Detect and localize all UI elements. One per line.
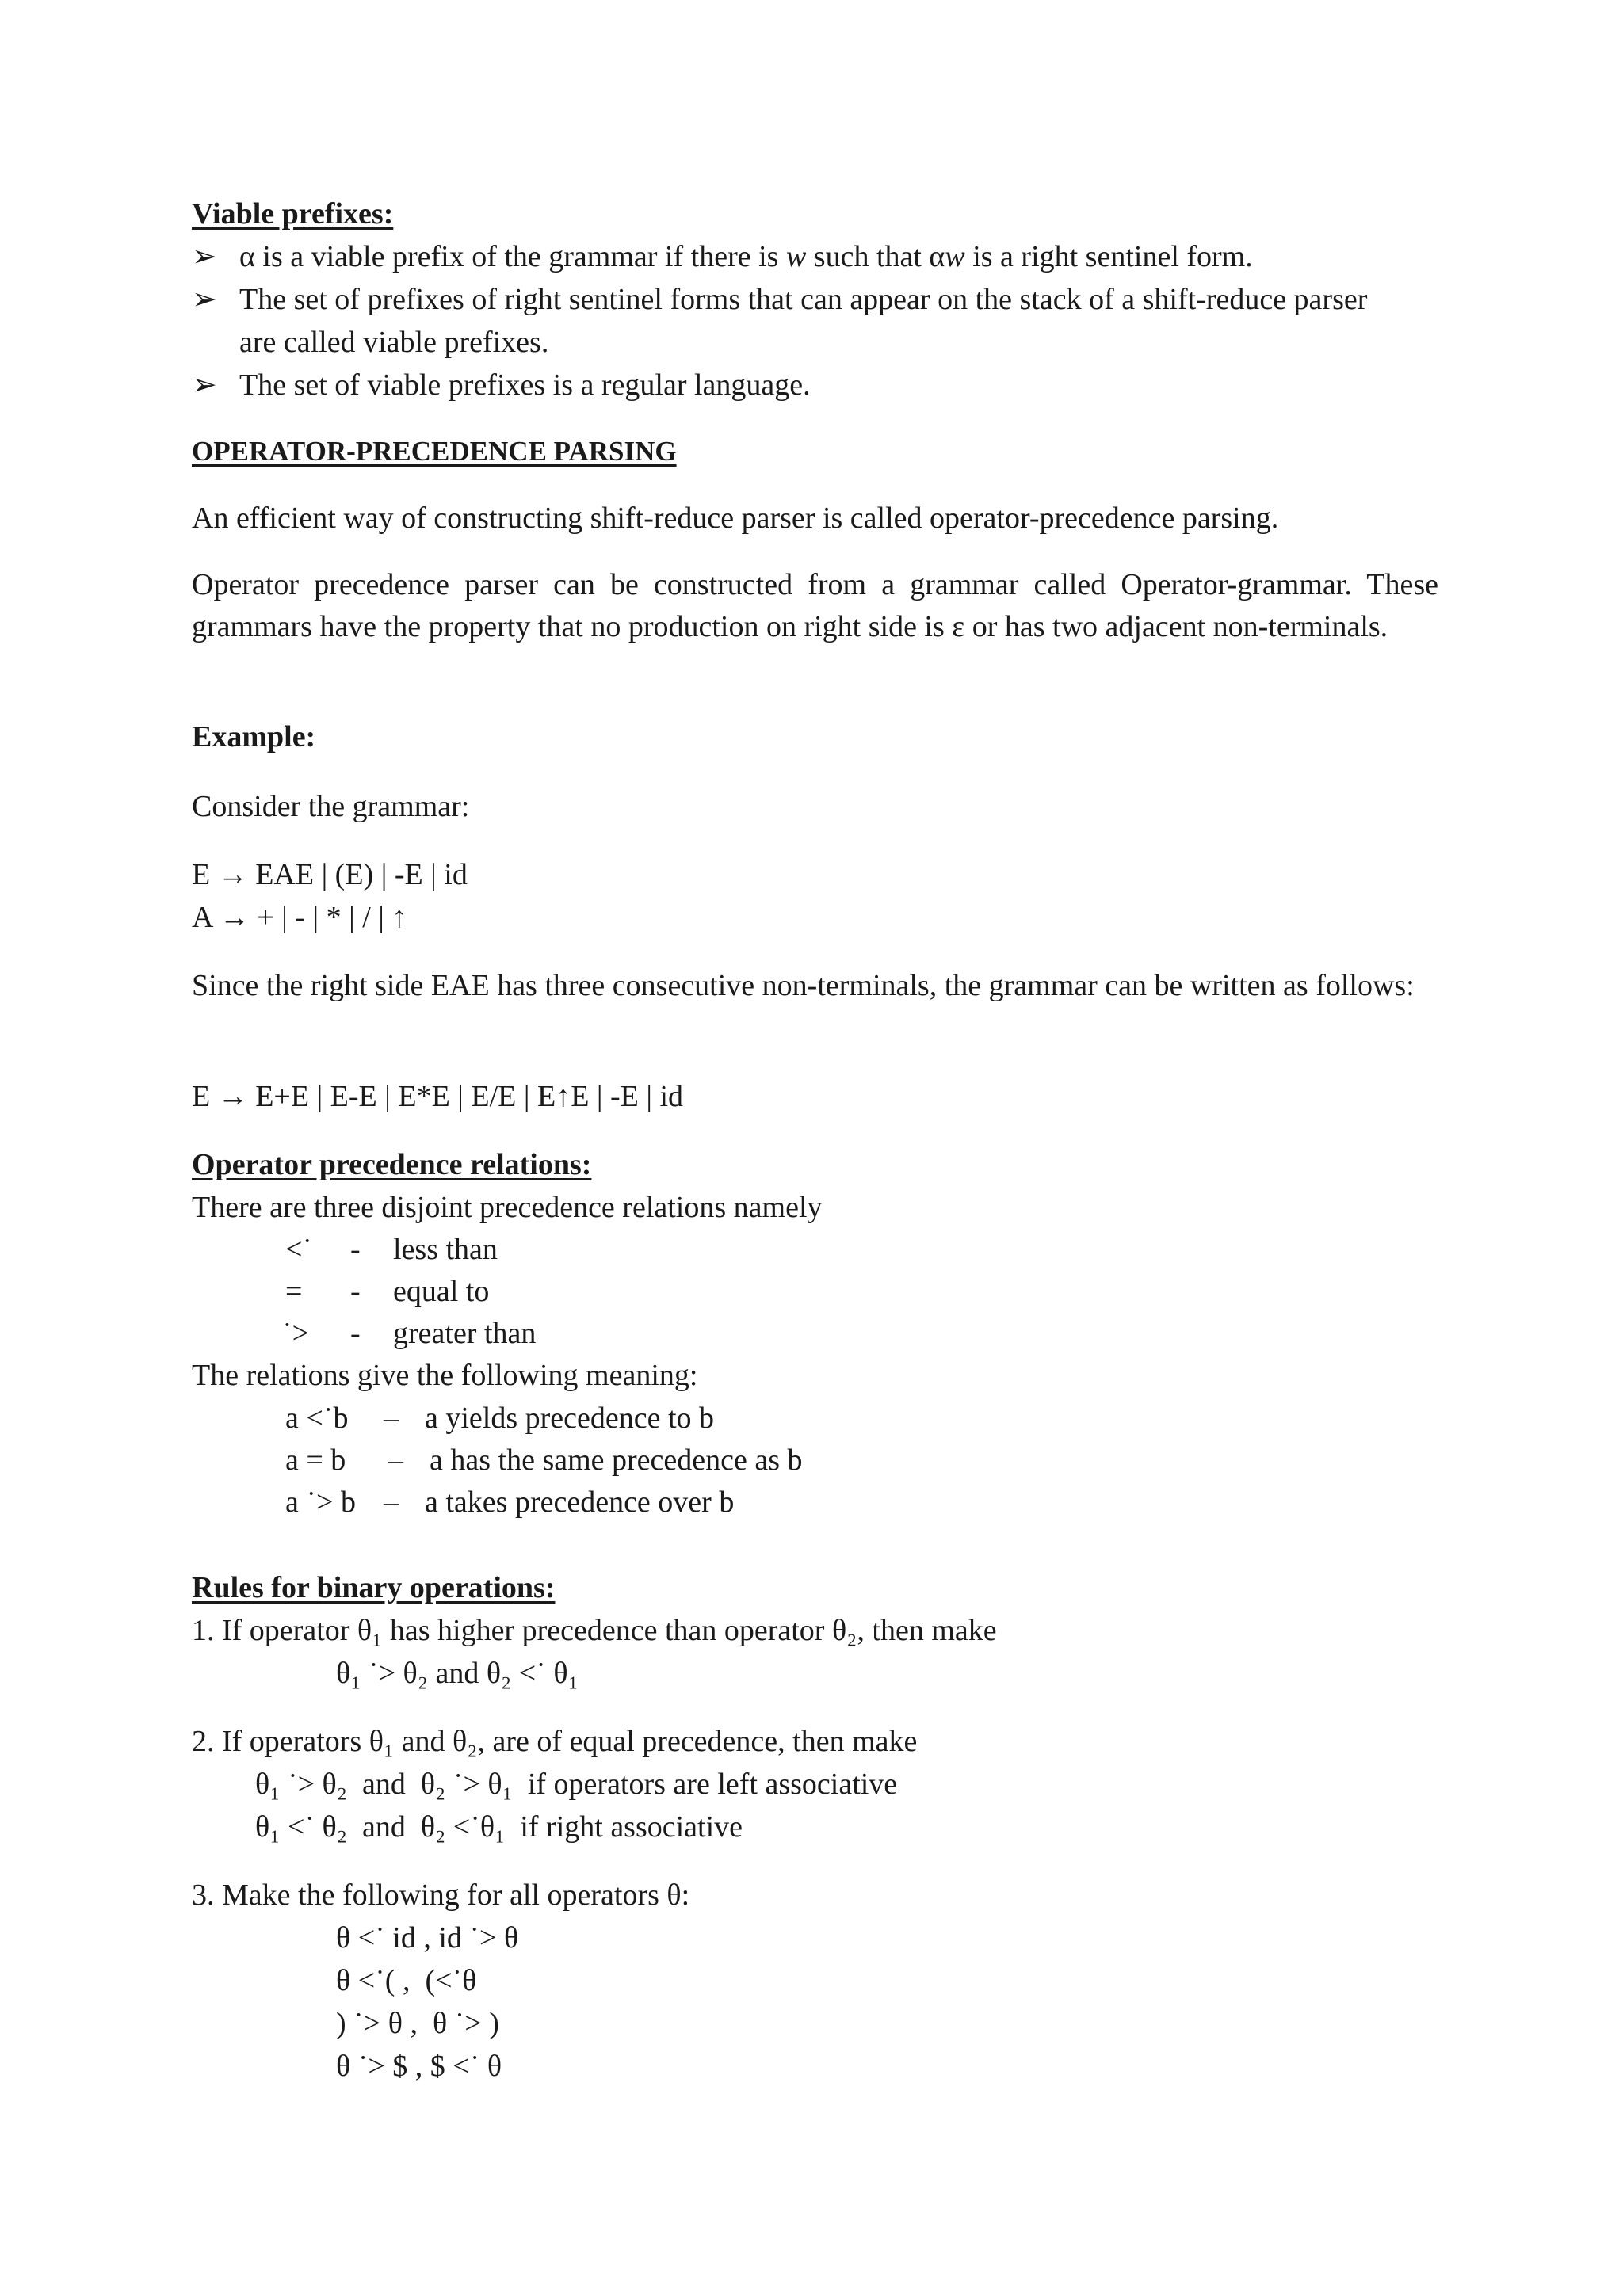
rule-1: 1. If operator θ₁ has higher precedence than operator θ₂, then make [192, 1614, 997, 1647]
rules-heading: Rules for binary operations: [192, 1571, 556, 1604]
viable-bullet-3: The set of viable prefixes is a regular language. [239, 368, 811, 402]
meaning-expression: a ˙> b [285, 1486, 356, 1519]
relation-description: equal to [393, 1275, 490, 1308]
relation-symbol: ˙> [282, 1317, 310, 1350]
viable-bullet-2-line1: The set of prefixes of right sentinel forms that can appear on the stack of a shift-reduce parser [239, 283, 1368, 316]
viable-bullet-1: α is a viable prefix of the grammar if there is w such that αw is a right sentinel form. [239, 240, 1253, 273]
bullet-marker: ➢ [192, 368, 217, 402]
relation-symbol: = [285, 1275, 303, 1308]
meaning-dash: – [384, 1486, 399, 1519]
relation-dash: - [350, 1233, 361, 1266]
bullet-marker: ➢ [192, 240, 217, 273]
rule-3-line: θ <˙ id , id ˙> θ [336, 1921, 519, 1955]
relations-intro: There are three disjoint precedence relations namely [192, 1191, 823, 1224]
meaning-intro: The relations give the following meaning: [192, 1359, 698, 1392]
meaning-description: a takes precedence over b [425, 1486, 735, 1519]
meaning-dash: – [384, 1402, 399, 1435]
grammar-production-e: E → EAE | (E) | -E | id [192, 858, 468, 891]
relation-description: less than [393, 1233, 498, 1266]
relation-symbol: <˙ [285, 1233, 313, 1266]
bullet-marker: ➢ [192, 283, 217, 316]
opp-heading: OPERATOR-PRECEDENCE PARSING [192, 436, 677, 467]
rule-2-left-assoc: θ₁ ˙> θ₂ and θ₂ ˙> θ₁ if operators are left associative [255, 1768, 898, 1801]
meaning-description: a yields precedence to b [425, 1402, 715, 1435]
relations-heading: Operator precedence relations: [192, 1148, 592, 1181]
rule-3-line: θ <˙( , (<˙θ [336, 1964, 477, 1997]
rule-1-relation: θ₁ ˙> θ₂ and θ₂ <˙ θ₁ [336, 1657, 579, 1690]
meaning-dash: – [388, 1444, 403, 1477]
rule-2: 2. If operators θ₁ and θ₂, are of equal precedence, then make [192, 1725, 918, 1758]
rule-3: 3. Make the following for all operators θ: [192, 1878, 690, 1912]
rule-3-line: θ ˙> $ , $ <˙ θ [336, 2050, 502, 2083]
relation-dash: - [350, 1317, 361, 1350]
consider-text: Consider the grammar: [192, 790, 470, 823]
meaning-expression: a <˙b [285, 1402, 349, 1435]
meaning-description: a has the same precedence as b [430, 1444, 803, 1477]
viable-bullet-2-line2: are called viable prefixes. [239, 326, 549, 359]
meaning-expression: a = b [285, 1444, 346, 1477]
relation-dash: - [350, 1275, 361, 1308]
opp-paragraph-2: Operator precedence parser can be constructed from a grammar called Operator-grammar. These grammars have the property that no production on right side is ε or has two adjacent non-terminals. [192, 568, 1438, 643]
opp-paragraph-1: An efficient way of constructing shift-reduce parser is called operator-precedence parsing. [192, 502, 1279, 535]
viable-prefixes-heading: Viable prefixes: [192, 197, 394, 231]
example-heading: Example: [192, 720, 316, 753]
relation-description: greater than [393, 1317, 537, 1350]
rule-3-line: ) ˙> θ , θ ˙> ) [336, 2007, 499, 2040]
rule-2-right-assoc: θ₁ <˙ θ₂ and θ₂ <˙θ₁ if right associative [255, 1810, 743, 1844]
grammar-production-a: A → + | - | * | / | ↑ [192, 901, 407, 934]
grammar-rewritten: E → E+E | E-E | E*E | E/E | E↑E | -E | id [192, 1080, 684, 1113]
since-paragraph: Since the right side EAE has three consecutive non-terminals, the grammar can be written as follows: [192, 969, 1415, 1002]
